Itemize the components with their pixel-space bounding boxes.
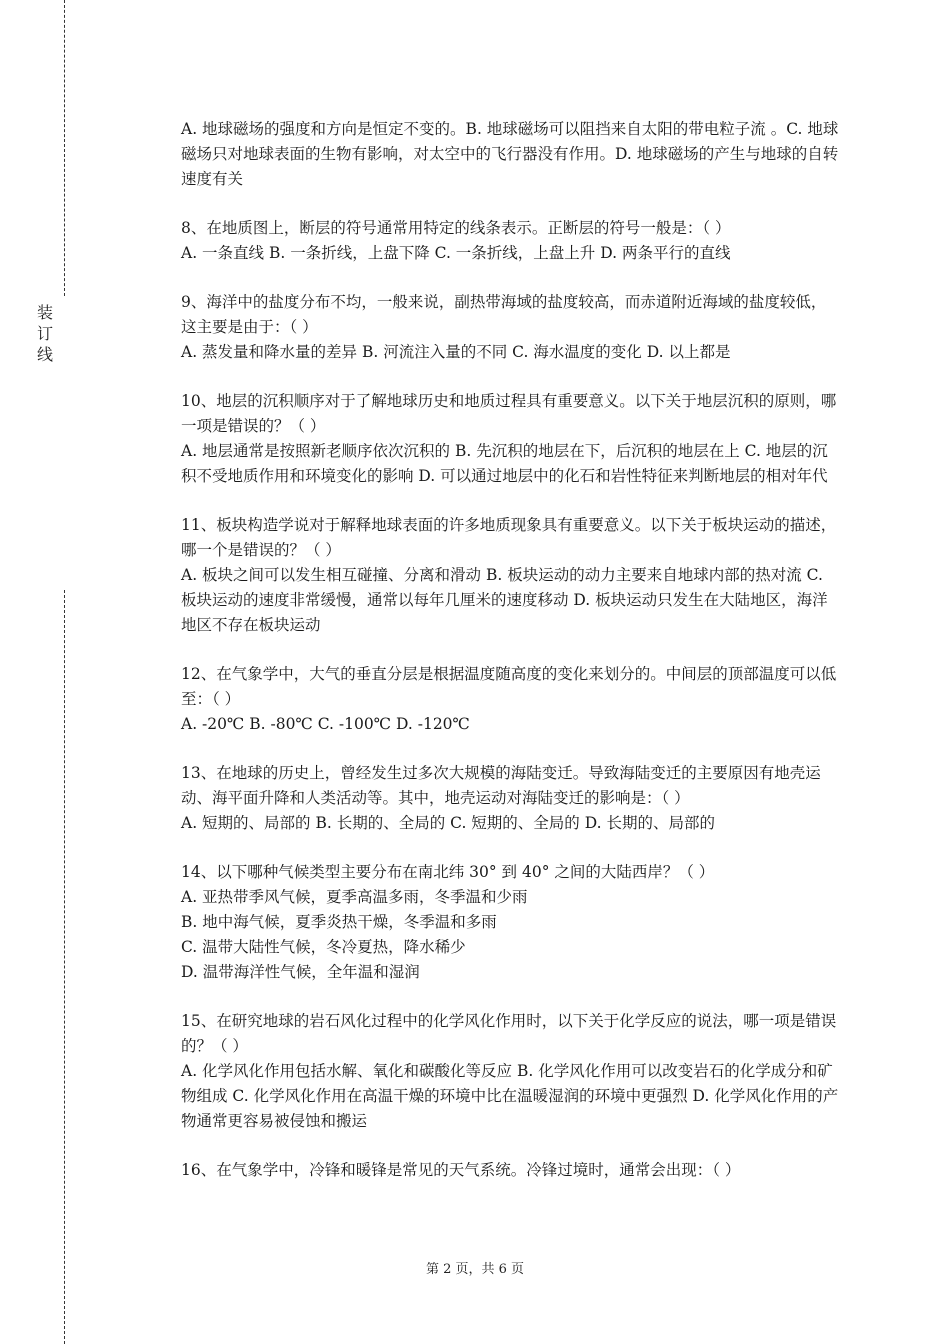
- question-options: A. -20℃ B. -80℃ C. -100℃ D. -120℃: [181, 715, 470, 733]
- binding-line-bottom: [64, 590, 65, 1344]
- question-option: D. 温带海洋性气候，全年温和湿润: [181, 963, 420, 981]
- question-9: [181, 290, 841, 365]
- question-stem: 14、以下哪种气候类型主要分布在南北纬 30° 到 40° 之间的大陆西岸？（ ）: [181, 863, 715, 881]
- binding-line-top: [64, 0, 65, 296]
- question-8: [181, 216, 841, 266]
- question-stem: 12、在气象学中，大气的垂直分层是根据温度随高度的变化来划分的。中间层的顶部温度可以低至：（ ）: [181, 665, 837, 708]
- question-options: A. 板块之间可以发生相互碰撞、分离和滑动 B. 板块运动的动力主要来自地球内部的热对流 C. 板块运动的速度非常缓慢，通常以每年几厘米的速度移动 D. 板块运动只发生在大陆地区，海洋地区不存在板块运动: [181, 566, 828, 634]
- question-options: A. 地层通常是按照新老顺序依次沉积的 B. 先沉积的地层在下，后沉积的地层在上 C. 地层的沉积不受地质作用和环境变化的影响 D. 可以通过地层中的化石和岩性特征来判断地层的相对年代: [181, 442, 828, 485]
- binding-char: 线: [36, 345, 53, 364]
- question-12: [181, 662, 841, 737]
- question-14: [181, 860, 841, 985]
- question-stem: 8、在地质图上，断层的符号通常用特定的线条表示。正断层的符号一般是：（ ）: [181, 219, 731, 237]
- question-list: [181, 117, 841, 1207]
- binding-char: 装: [36, 303, 53, 322]
- binding-label: [34, 302, 56, 365]
- question-11: [181, 513, 841, 638]
- question-options: A. 地球磁场的强度和方向是恒定不变的。B. 地球磁场可以阻挡来自太阳的带电粒子流 。C. 地球磁场只对地球表面的生物有影响，对太空中的飞行器没有作用。D. 地球磁场的产生与地球的自转速度有关: [181, 120, 839, 188]
- question-15: [181, 1009, 841, 1134]
- question-stem: 16、在气象学中，冷锋和暖锋是常见的天气系统。冷锋过境时，通常会出现：（ ）: [181, 1161, 741, 1179]
- question-stem: 11、板块构造学说对于解释地球表面的许多地质现象具有重要意义。以下关于板块运动的描述，哪一个是错误的？（ ）: [181, 516, 837, 559]
- question-stem: 15、在研究地球的岩石风化过程中的化学风化作用时，以下关于化学反应的说法，哪一项是错误的？（ ）: [181, 1012, 837, 1055]
- binding-char: 订: [36, 324, 53, 343]
- question-options: A. 蒸发量和降水量的差异 B. 河流注入量的不同 C. 海水温度的变化 D. 以上都是: [181, 343, 731, 361]
- question-stem: 13、在地球的历史上，曾经发生过多次大规模的海陆变迁。导致海陆变迁的主要原因有地壳运动、海平面升降和人类活动等。其中，地壳运动对海陆变迁的影响是：（ ）: [181, 764, 821, 807]
- question-option: A. 亚热带季风气候，夏季高温多雨，冬季温和少雨: [181, 888, 528, 906]
- question-option: C. 温带大陆性气候，冬冷夏热，降水稀少: [181, 938, 466, 956]
- page-footer: 第 2 页，共 6 页: [425, 1262, 525, 1277]
- question-option: B. 地中海气候，夏季炎热干燥，冬季温和多雨: [181, 913, 497, 931]
- question-10: [181, 389, 841, 489]
- question-stem: 9、海洋中的盐度分布不均，一般来说，副热带海域的盐度较高，而赤道附近海域的盐度较低，这主要是由于：（ ）: [181, 293, 827, 336]
- question-stem: 10、地层的沉积顺序对于了解地球历史和地质过程具有重要意义。以下关于地层沉积的原则，哪一项是错误的？（ ）: [181, 392, 837, 435]
- question-13: [181, 761, 841, 836]
- question-options: A. 一条直线 B. 一条折线，上盘下降 C. 一条折线，上盘上升 D. 两条平行的直线: [181, 244, 731, 262]
- question-options: A. 化学风化作用包括水解、氧化和碳酸化等反应 B. 化学风化作用可以改变岩石的化学成分和矿物组成 C. 化学风化作用在高温干燥的环境中比在温暖湿润的环境中更强烈 D. 化学风化作用的产物通常更容易被侵蚀和搬运: [181, 1062, 839, 1130]
- question-7: [181, 117, 841, 192]
- question-options: A. 短期的、局部的 B. 长期的、全局的 C. 短期的、全局的 D. 长期的、局部的: [181, 814, 715, 832]
- question-16: [181, 1158, 841, 1183]
